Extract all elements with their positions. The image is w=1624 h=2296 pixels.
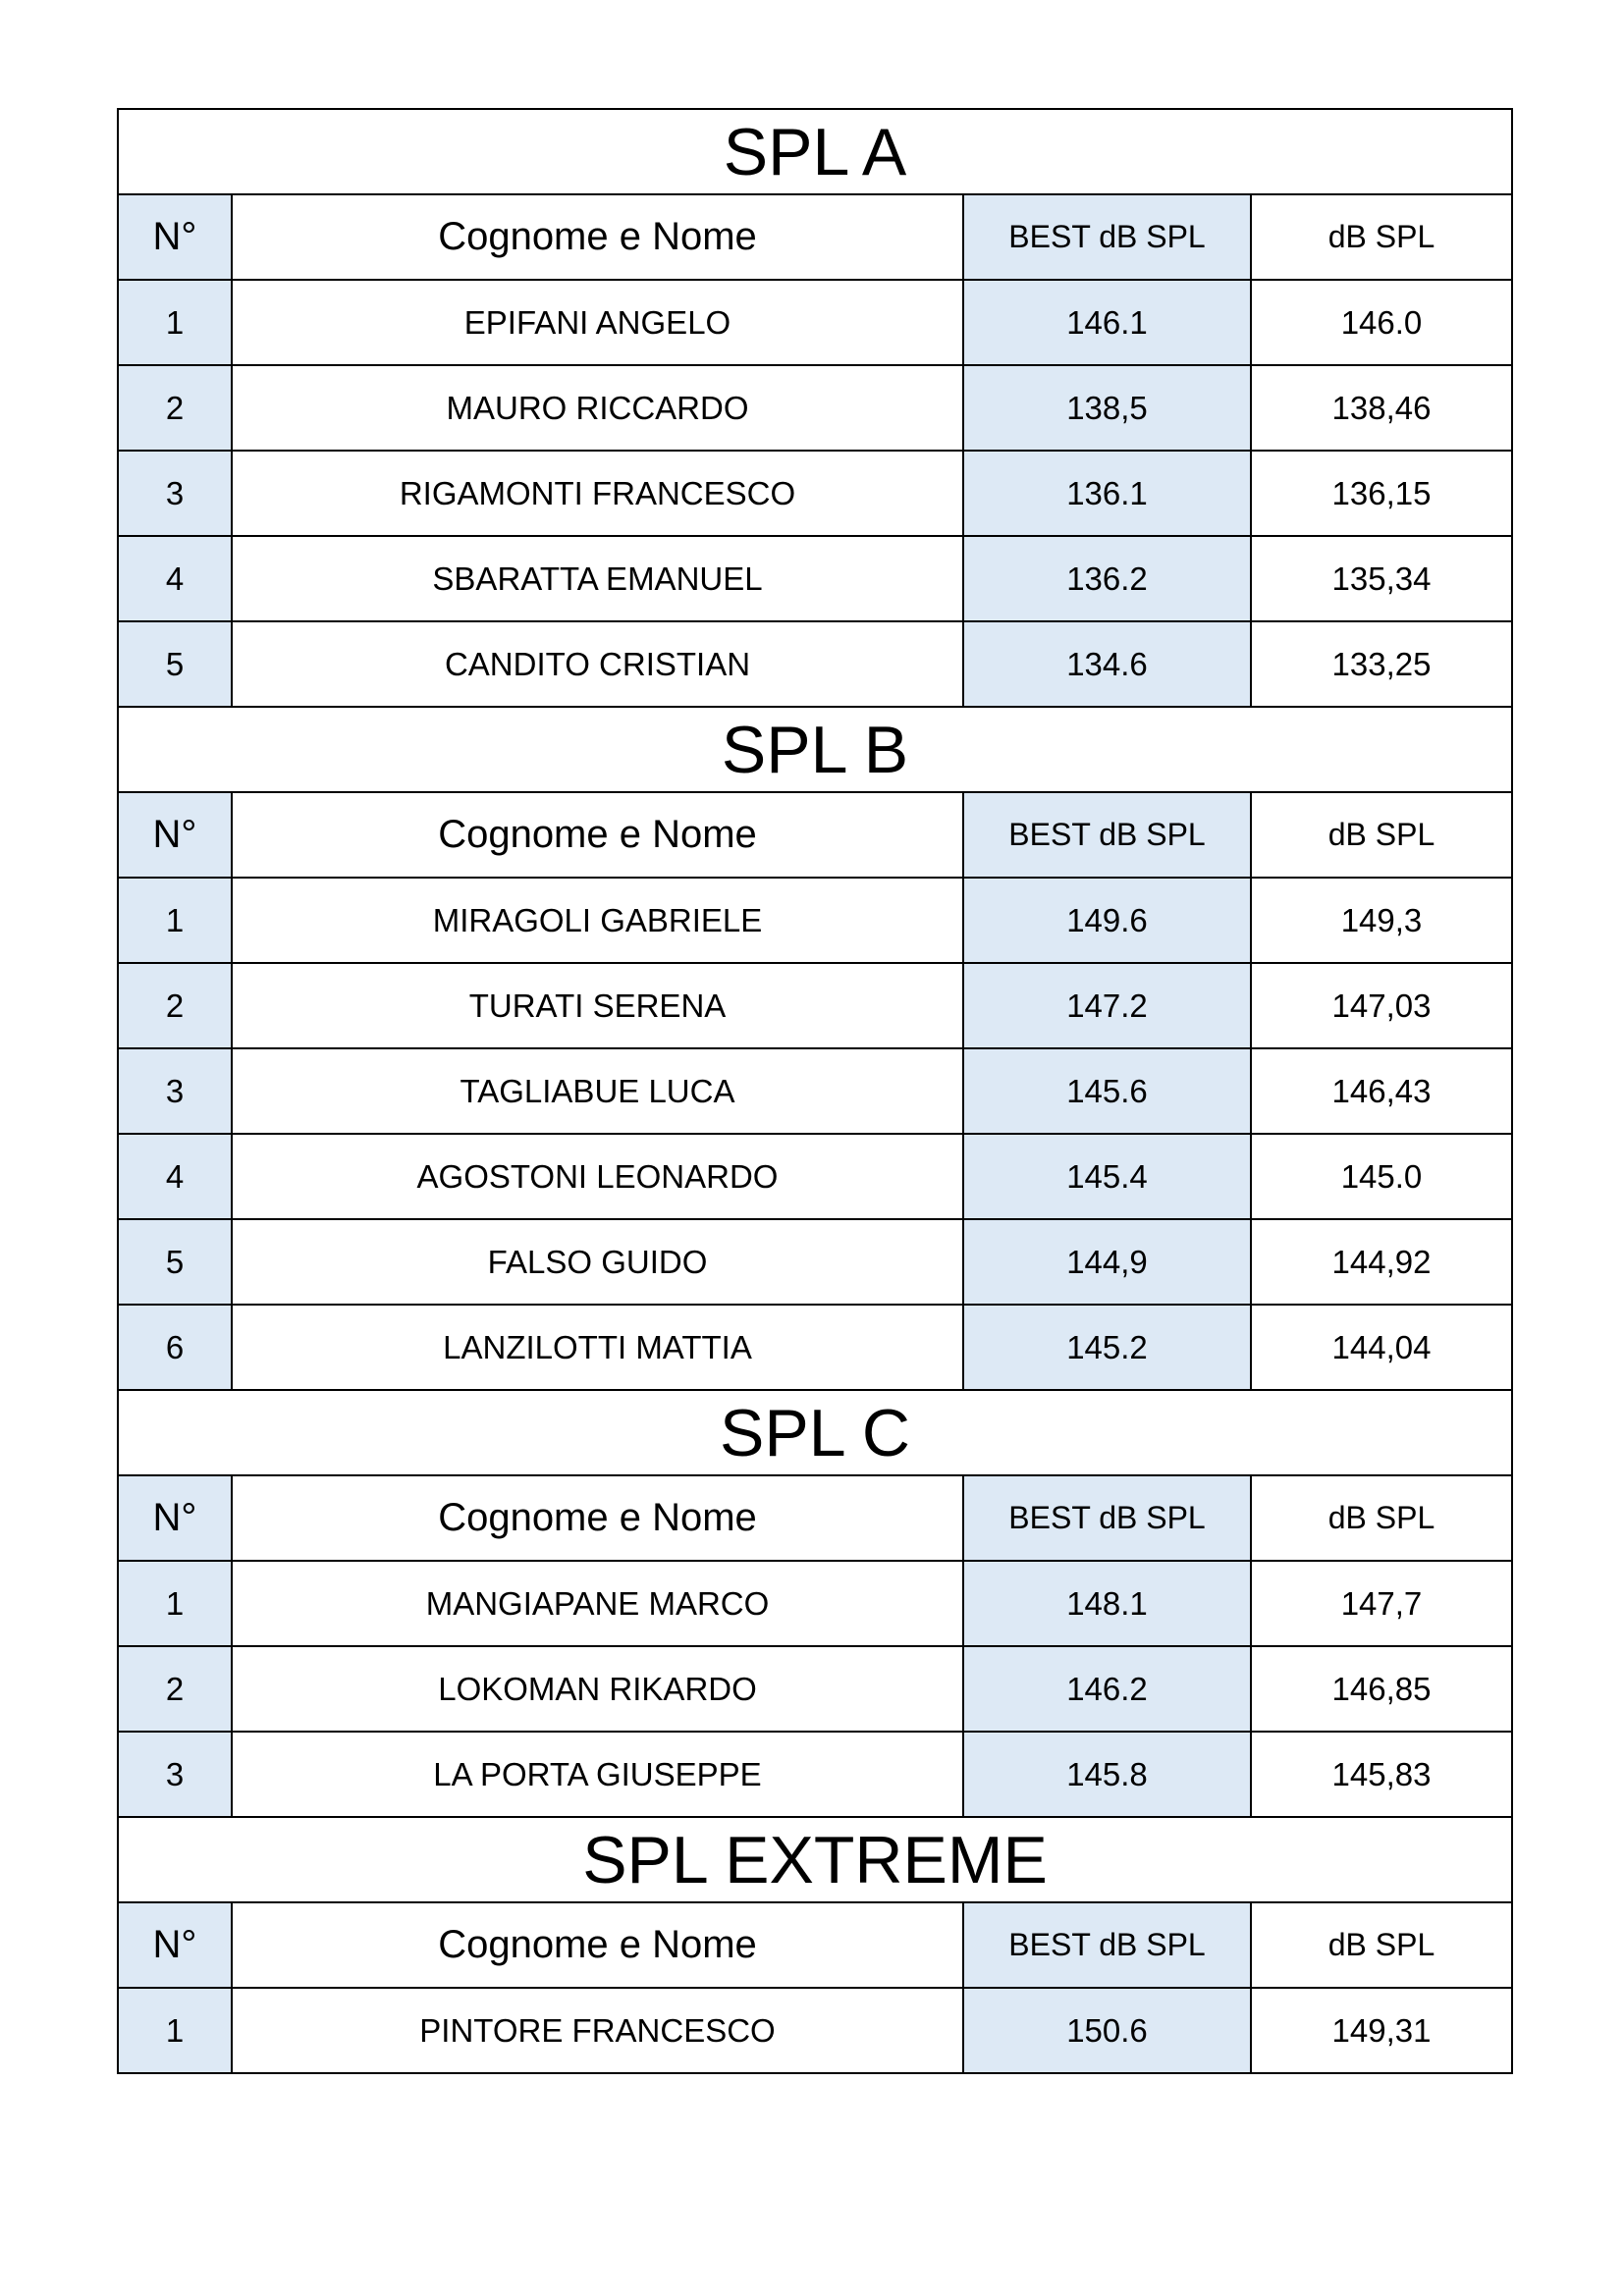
best-db-spl-cell: 145.4	[963, 1134, 1251, 1219]
position-cell: 3	[118, 451, 232, 536]
header-name: Cognome e Nome	[232, 194, 963, 280]
db-spl-cell: 146,85	[1251, 1646, 1512, 1732]
table-row	[118, 1219, 1512, 1305]
db-spl-cell: 145.0	[1251, 1134, 1512, 1219]
position-cell: 4	[118, 1134, 232, 1219]
position-cell: 2	[118, 963, 232, 1048]
section-title: SPL EXTREME	[118, 1817, 1512, 1902]
position-cell: 6	[118, 1305, 232, 1390]
table-row	[118, 280, 1512, 365]
header-row	[118, 1902, 1512, 1988]
header-row	[118, 792, 1512, 878]
header-row	[118, 1475, 1512, 1561]
header-number: N°	[118, 1902, 232, 1988]
name-cell: LOKOMAN RIKARDO	[232, 1646, 963, 1732]
name-cell: MANGIAPANE MARCO	[232, 1561, 963, 1646]
header-db-spl: dB SPL	[1251, 1902, 1512, 1988]
table-row	[118, 1561, 1512, 1646]
section-title-row	[118, 1817, 1512, 1902]
section-title: SPL C	[118, 1390, 1512, 1475]
name-cell: EPIFANI ANGELO	[232, 280, 963, 365]
section-title-row	[118, 1390, 1512, 1475]
best-db-spl-cell: 150.6	[963, 1988, 1251, 2073]
db-spl-cell: 147,7	[1251, 1561, 1512, 1646]
name-cell: TURATI SERENA	[232, 963, 963, 1048]
name-cell: SBARATTA EMANUEL	[232, 536, 963, 621]
header-number: N°	[118, 1475, 232, 1561]
header-best-db-spl: BEST dB SPL	[963, 792, 1251, 878]
header-db-spl: dB SPL	[1251, 792, 1512, 878]
db-spl-cell: 133,25	[1251, 621, 1512, 707]
name-cell: MIRAGOLI GABRIELE	[232, 878, 963, 963]
db-spl-cell: 147,03	[1251, 963, 1512, 1048]
table-row	[118, 1048, 1512, 1134]
header-db-spl: dB SPL	[1251, 1475, 1512, 1561]
name-cell: RIGAMONTI FRANCESCO	[232, 451, 963, 536]
db-spl-cell: 138,46	[1251, 365, 1512, 451]
position-cell: 1	[118, 280, 232, 365]
results-table	[117, 108, 1513, 2074]
best-db-spl-cell: 145.6	[963, 1048, 1251, 1134]
table-row	[118, 536, 1512, 621]
db-spl-cell: 144,92	[1251, 1219, 1512, 1305]
db-spl-cell: 136,15	[1251, 451, 1512, 536]
name-cell: LA PORTA GIUSEPPE	[232, 1732, 963, 1817]
header-best-db-spl: BEST dB SPL	[963, 194, 1251, 280]
header-row	[118, 194, 1512, 280]
best-db-spl-cell: 147.2	[963, 963, 1251, 1048]
position-cell: 1	[118, 1561, 232, 1646]
table-row	[118, 878, 1512, 963]
best-db-spl-cell: 136.1	[963, 451, 1251, 536]
name-cell: TAGLIABUE LUCA	[232, 1048, 963, 1134]
header-number: N°	[118, 792, 232, 878]
db-spl-cell: 149,31	[1251, 1988, 1512, 2073]
position-cell: 5	[118, 621, 232, 707]
table-row	[118, 1732, 1512, 1817]
best-db-spl-cell: 148.1	[963, 1561, 1251, 1646]
table-row	[118, 365, 1512, 451]
position-cell: 1	[118, 1988, 232, 2073]
position-cell: 2	[118, 1646, 232, 1732]
header-name: Cognome e Nome	[232, 1902, 963, 1988]
results-body	[118, 109, 1512, 2073]
name-cell: AGOSTONI LEONARDO	[232, 1134, 963, 1219]
best-db-spl-cell: 144,9	[963, 1219, 1251, 1305]
db-spl-cell: 144,04	[1251, 1305, 1512, 1390]
header-best-db-spl: BEST dB SPL	[963, 1475, 1251, 1561]
best-db-spl-cell: 145.2	[963, 1305, 1251, 1390]
table-row	[118, 1988, 1512, 2073]
position-cell: 5	[118, 1219, 232, 1305]
position-cell: 3	[118, 1048, 232, 1134]
name-cell: FALSO GUIDO	[232, 1219, 963, 1305]
section-title-row	[118, 707, 1512, 792]
db-spl-cell: 145,83	[1251, 1732, 1512, 1817]
position-cell: 1	[118, 878, 232, 963]
name-cell: CANDITO CRISTIAN	[232, 621, 963, 707]
name-cell: MAURO RICCARDO	[232, 365, 963, 451]
name-cell: PINTORE FRANCESCO	[232, 1988, 963, 2073]
db-spl-cell: 146.0	[1251, 280, 1512, 365]
header-name: Cognome e Nome	[232, 1475, 963, 1561]
db-spl-cell: 135,34	[1251, 536, 1512, 621]
section-title-row	[118, 109, 1512, 194]
header-name: Cognome e Nome	[232, 792, 963, 878]
table-row	[118, 1646, 1512, 1732]
header-number: N°	[118, 194, 232, 280]
table-row	[118, 451, 1512, 536]
header-best-db-spl: BEST dB SPL	[963, 1902, 1251, 1988]
best-db-spl-cell: 136.2	[963, 536, 1251, 621]
best-db-spl-cell: 146.1	[963, 280, 1251, 365]
section-title: SPL B	[118, 707, 1512, 792]
db-spl-cell: 149,3	[1251, 878, 1512, 963]
best-db-spl-cell: 146.2	[963, 1646, 1251, 1732]
table-row	[118, 621, 1512, 707]
table-row	[118, 1134, 1512, 1219]
best-db-spl-cell: 138,5	[963, 365, 1251, 451]
table-row	[118, 1305, 1512, 1390]
name-cell: LANZILOTTI MATTIA	[232, 1305, 963, 1390]
position-cell: 4	[118, 536, 232, 621]
table-row	[118, 963, 1512, 1048]
best-db-spl-cell: 149.6	[963, 878, 1251, 963]
position-cell: 2	[118, 365, 232, 451]
best-db-spl-cell: 145.8	[963, 1732, 1251, 1817]
section-title: SPL A	[118, 109, 1512, 194]
header-db-spl: dB SPL	[1251, 194, 1512, 280]
best-db-spl-cell: 134.6	[963, 621, 1251, 707]
position-cell: 3	[118, 1732, 232, 1817]
db-spl-cell: 146,43	[1251, 1048, 1512, 1134]
